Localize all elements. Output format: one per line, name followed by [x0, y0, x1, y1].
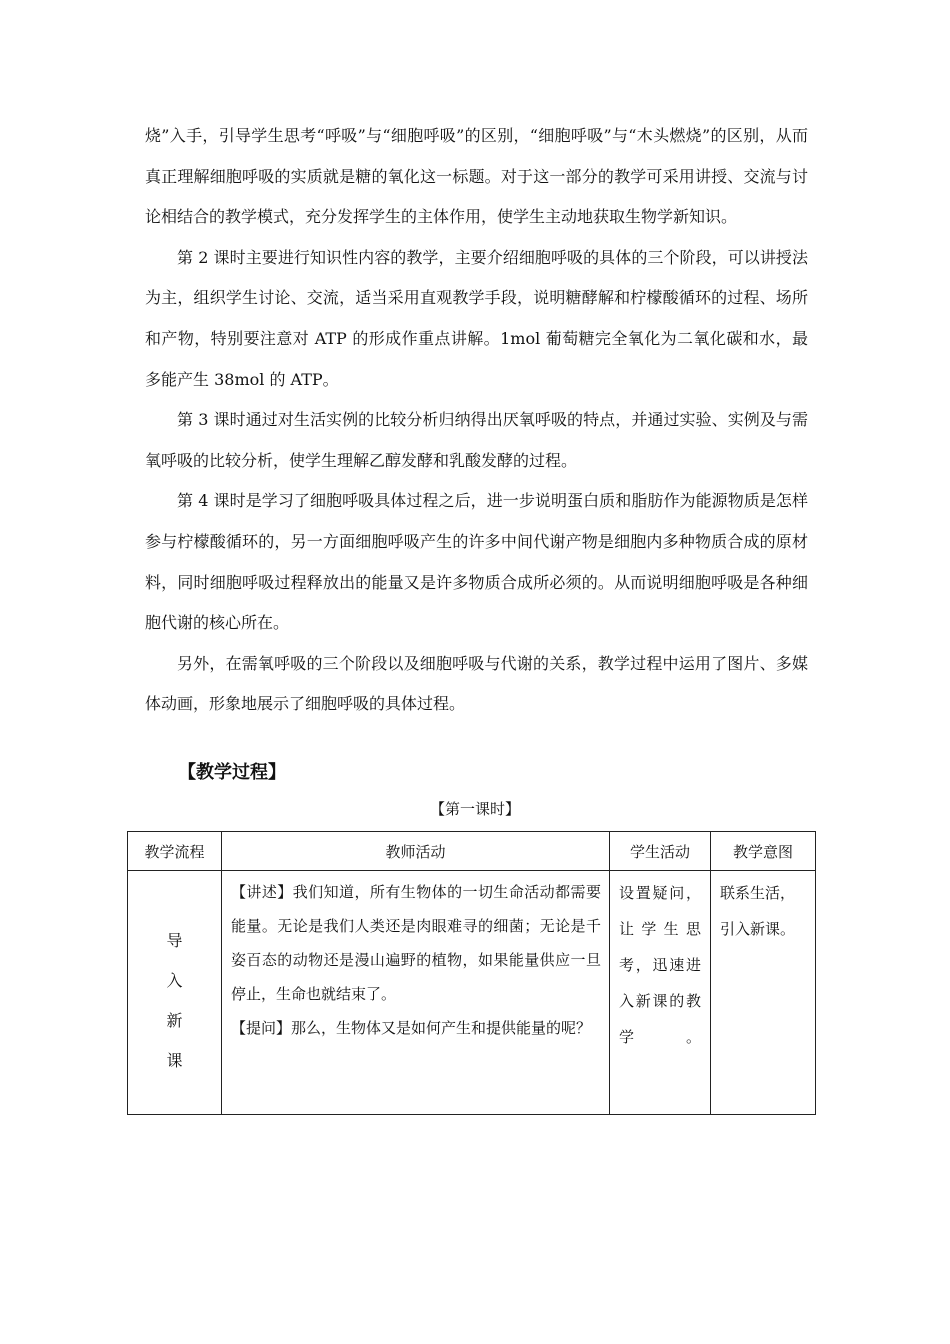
teaching-intent-cell: 联系生活，引入新课。: [711, 871, 816, 1115]
paragraph: 烧”入手，引导学生思考“呼吸”与“细胞呼吸”的区别，“细胞呼吸”与“木头燃烧”的区别，从而真正理解细胞呼吸的实质就是糖的氧化这一标题。对于这一部分的教学可采用讲授、交流与讨论相结合的教学模式，充分发挥学生的主体作用，使学生主动地获取生物学新知识。: [145, 126, 808, 227]
table-row: [128, 871, 816, 1115]
flow-char: 新: [166, 1011, 183, 1030]
lesson-title: 【第一课时】: [429, 800, 520, 818]
flow-cell: [128, 871, 222, 1115]
teacher-question: 【提问】那么，生物体又是如何产生和提供能量的呢？: [231, 1019, 592, 1037]
teacher-activity-cell: [222, 871, 610, 1115]
header-cell: 教师活动: [222, 832, 610, 871]
paragraph: 第 4 课时是学习了细胞呼吸具体过程之后，进一步说明蛋白质和脂肪作为能源物质是怎样参与柠檬酸循环的，另一方面细胞呼吸产生的许多中间代谢产物是细胞内多种物质合成的原材料，同时细胞呼吸过程释放出的能量又是许多物质合成所必须的。从而说明细胞呼吸是各种细胞代谢的核心所在。: [145, 491, 808, 633]
flow-char: 课: [166, 1051, 183, 1070]
section-title: 【教学过程】: [178, 762, 286, 783]
header-cell: 教学流程: [128, 832, 222, 871]
flow-char: 导: [166, 931, 183, 950]
paragraph: 另外，在需氧呼吸的三个阶段以及细胞呼吸与代谢的关系，教学过程中运用了图片、多媒体动画，形象地展示了细胞呼吸的具体过程。: [145, 653, 808, 714]
flow-char: 入: [166, 971, 183, 990]
student-activity-cell: 设置疑问，让学生思考，迅速进入新课的教学。: [610, 871, 711, 1115]
paragraph: 第 3 课时通过对生活实例的比较分析归纳得出厌氧呼吸的特点，并通过实验、实例及与需氧呼吸的比较分析，使学生理解乙醇发酵和乳酸发酵的过程。: [145, 410, 808, 470]
paragraph: 第 2 课时主要进行知识性内容的教学，主要介绍细胞呼吸的具体的三个阶段，可以讲授法为主，组织学生讨论、交流，适当采用直观教学手段，说明糖酵解和柠檬酸循环的过程、场所和产物，特别要注意对 ATP 的形成作重点讲解。1mol 葡萄糖完全氧化为二氧化碳和水，最多能产生 38mol 的 ATP。: [145, 247, 808, 389]
header-cell: 教学意图: [711, 832, 816, 871]
body-text: [145, 116, 808, 725]
table-header-row: [128, 832, 816, 871]
teacher-statement: 【讲述】我们知道，所有生物体的一切生命活动都需要能量。无论是我们人类还是肉眼难寻的细菌；无论是千姿百态的动物还是漫山遍野的植物，如果能量供应一旦停止，生命也就结束了。: [231, 883, 601, 1003]
teaching-process-table: [127, 831, 816, 1115]
header-cell: 学生活动: [610, 832, 711, 871]
